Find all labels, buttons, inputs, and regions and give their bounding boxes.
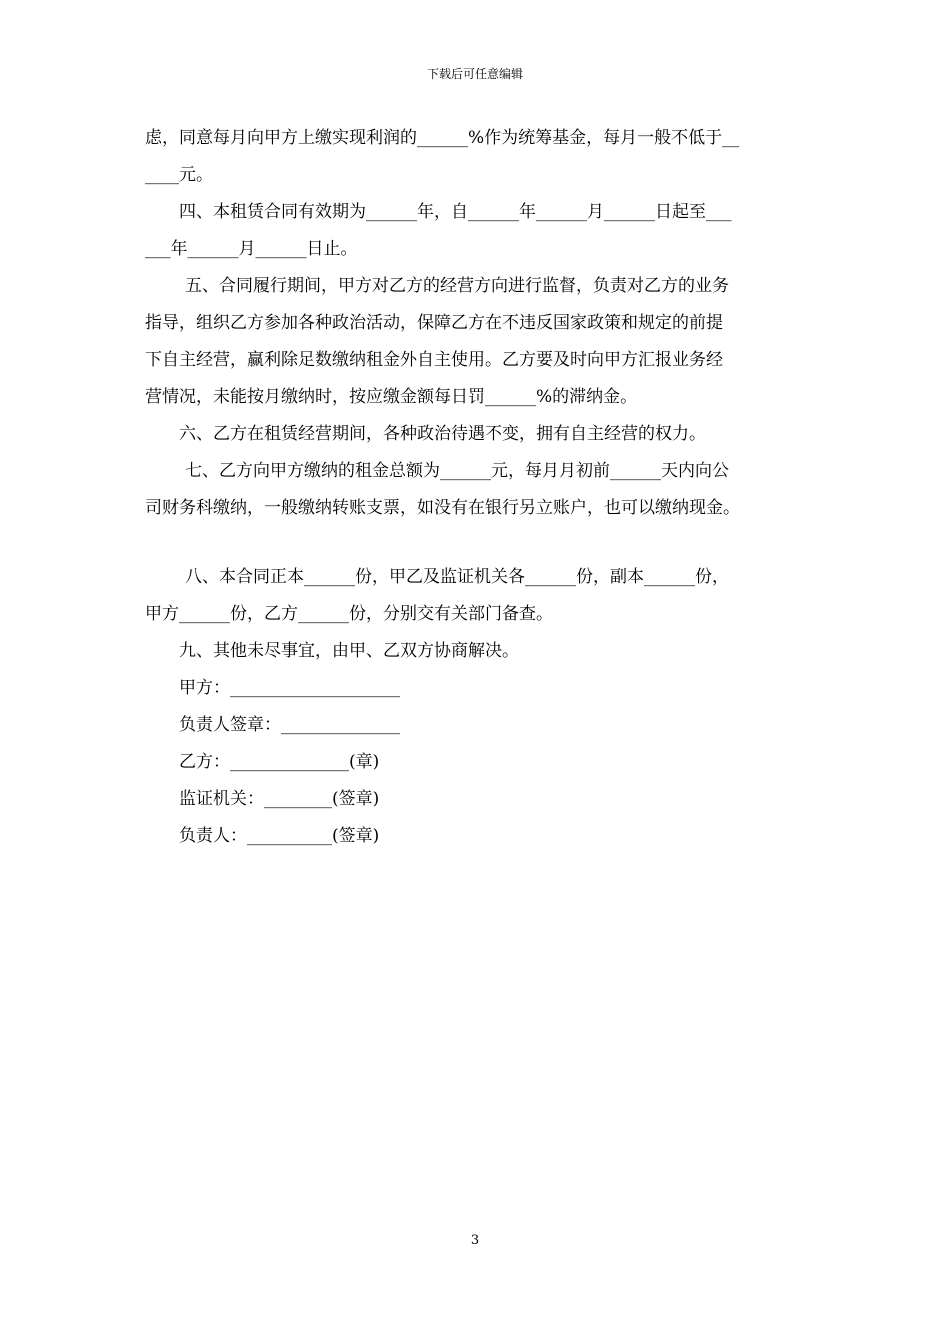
paragraph-line: ____元。 <box>145 165 213 185</box>
clause-four: 四、本租赁合同有效期为______年，自______年______月______日起至___ <box>179 202 732 222</box>
signature-party-a: 甲方：____________________ <box>179 678 400 698</box>
paragraph-line: 甲方______份，乙方______份，分别交有关部门备查。 <box>145 604 553 624</box>
signature-person-in-charge: 负责人签章：______________ <box>179 715 400 735</box>
clause-five: 五、合同履行期间，甲方对乙方的经营方向进行监督，负责对乙方的业务 <box>185 276 729 296</box>
page-number: 3 <box>470 1233 480 1248</box>
signature-supervisor-person: 负责人：__________(签章) <box>179 826 380 846</box>
paragraph-gap <box>145 527 815 559</box>
clause-eight: 八、本合同正本______份，甲乙及监证机关各______份，副本______份， <box>185 567 729 587</box>
document-body <box>145 120 815 855</box>
paragraph-line: 下自主经营，赢利除足数缴纳租金外自主使用。乙方要及时向甲方汇报业务经 <box>145 350 723 370</box>
paragraph-line: ___年______月______日止。 <box>145 239 358 259</box>
page-header: 下载后可任意编辑 <box>426 67 523 81</box>
signature-supervisor: 监证机关：________(签章) <box>179 789 380 809</box>
paragraph-line: 司财务科缴纳，一般缴纳转账支票，如没有在银行另立账户，也可以缴纳现金。 <box>145 498 740 518</box>
paragraph-line: 指导，组织乙方参加各种政治活动，保障乙方在不违反国家政策和规定的前提 <box>145 313 723 333</box>
signature-party-b: 乙方：______________(章) <box>179 752 380 772</box>
clause-nine: 九、其他未尽事宜，由甲、乙双方协商解决。 <box>179 641 519 661</box>
paragraph-line: 营情况，未能按月缴纳时，按应缴金额每日罚______%的滞纳金。 <box>145 387 638 407</box>
clause-six: 六、乙方在租赁经营期间，各种政治待遇不变，拥有自主经营的权力。 <box>179 424 706 444</box>
clause-seven: 七、乙方向甲方缴纳的租金总额为______元，每月月初前______天内向公 <box>185 461 729 481</box>
paragraph-line: 虑，同意每月向甲方上缴实现利润的______%作为统筹基金，每月一般不低于__ <box>145 128 740 148</box>
